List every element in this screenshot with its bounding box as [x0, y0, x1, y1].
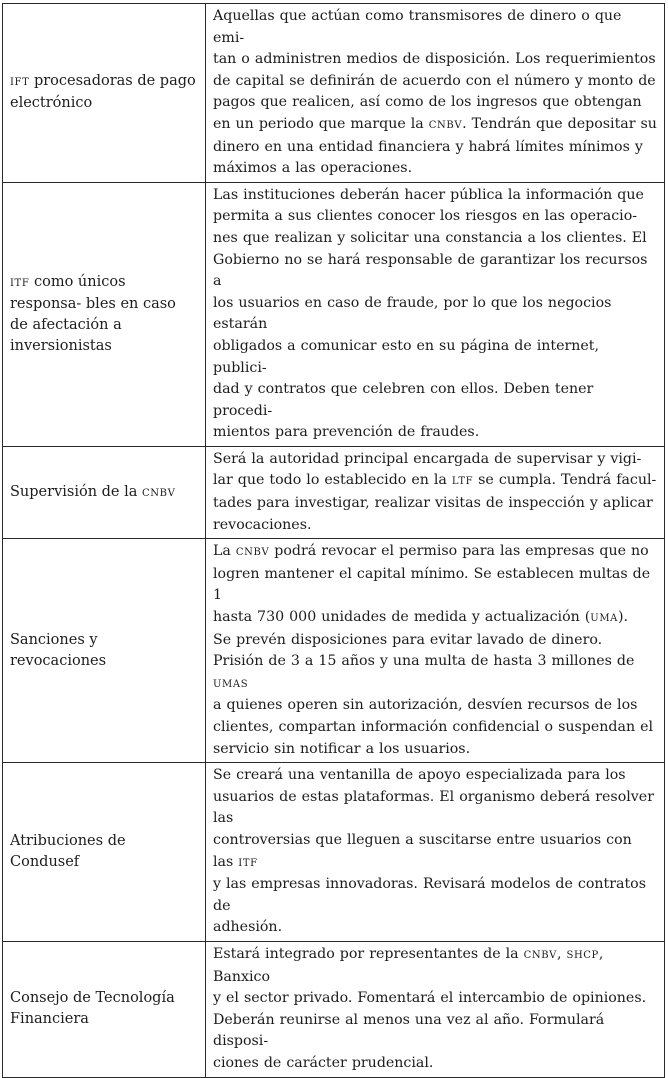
text-run: de capital se definirán de acuerdo con el número y monto de [213, 72, 656, 89]
regulation-table [2, 3, 665, 1078]
acronym: SHCP [566, 949, 599, 961]
text-run: , [557, 945, 567, 962]
text-run: los usuarios en caso de fraude, por lo que los negocios estarán [213, 294, 612, 333]
description-line [213, 830, 657, 874]
text-run: permita a sus clientes conocer los riesgos en las operacio- [213, 208, 638, 225]
description-line [213, 422, 657, 444]
text-run: en un periodo que marque la [213, 115, 429, 132]
description-line [213, 470, 657, 493]
text-run: Se prevén disposiciones para evitar lavado de dinero. [213, 631, 603, 648]
description-line [213, 449, 657, 471]
description-line [213, 6, 657, 49]
text-run: usuarios de estas plataformas. El organismo deberá resolver las [213, 788, 654, 827]
text-run: hasta 730 000 unidades de medida y actualización ( [213, 609, 591, 626]
description-line [213, 988, 657, 1010]
row-topic [3, 4, 206, 183]
table-row [3, 763, 665, 942]
text-run: , Banxico [213, 945, 604, 985]
description-line [213, 695, 657, 717]
row-description [206, 941, 665, 1077]
text-run: Se creará una ventanilla de apoyo especializada para los [213, 767, 626, 784]
table-row [3, 539, 665, 763]
description-line [213, 185, 657, 207]
text-run: dad y contratos que celebren con ellos. Deben tener procedi- [213, 381, 594, 419]
description-line [213, 541, 657, 564]
description-line [213, 1053, 657, 1075]
text-run: Supervisión de la [10, 483, 143, 500]
acronym: IFT [10, 77, 30, 89]
text-run: Gobierno no se hará responsable de garantizar los recursos a [213, 251, 648, 290]
description-line [213, 739, 657, 761]
acronym: ITF [238, 857, 258, 869]
table-row [3, 4, 665, 183]
text-run: a quienes operen sin autorización, desvíen recursos de los [213, 697, 638, 714]
description-line [213, 379, 657, 422]
text-run: lar que todo lo establecido en la [213, 472, 452, 489]
text-run: pagos que realicen, así como de los ingresos que obtengan [213, 94, 642, 111]
description-line [213, 336, 657, 379]
description-line [213, 293, 657, 336]
text-run: Atribuciones de Condusef [10, 833, 126, 871]
acronym: CNBV [142, 487, 176, 499]
table-row [3, 446, 665, 538]
text-run: dinero en una entidad financiera y habrá límites mínimos y [213, 138, 643, 155]
text-run: Aquellas que actúan como transmisores de dinero o que emi- [213, 8, 622, 46]
description-line [213, 717, 657, 739]
description-line [213, 515, 657, 537]
text-run: Prisión de 3 a 15 años y una multa de hasta 3 millones de [213, 653, 635, 670]
text-run: Estará integrado por representantes de la [213, 945, 524, 962]
text-run: y las empresas innovadoras. Revisará modelos de contratos de [213, 876, 646, 914]
acronym: CNBV [523, 949, 557, 961]
text-run: Será la autoridad principal encargada de supervisar y vigi- [213, 450, 642, 467]
row-topic [3, 446, 206, 538]
text-run: ). [618, 609, 629, 626]
text-run: y el sector privado. Fomentará el intercambio de opiniones. [213, 990, 647, 1007]
text-run: Deberán reunirse al menos una vez al año. Formulará disposi- [213, 1011, 605, 1050]
table-row [3, 182, 665, 446]
description-line [213, 493, 657, 515]
text-run: mientos para prevención de fraudes. [213, 424, 480, 441]
text-run: Las instituciones deberán hacer pública la información que [213, 186, 644, 203]
description-line [213, 158, 657, 180]
description-line [213, 564, 657, 607]
acronym: CNBV [428, 119, 463, 131]
description-line [213, 228, 657, 250]
description-line [213, 137, 657, 159]
row-topic [3, 763, 206, 942]
text-run: tades para investigar, realizar visitas de inspección y aplicar [213, 495, 653, 512]
text-run: máximos a las operaciones. [213, 160, 413, 177]
description-line [213, 71, 657, 93]
row-description [206, 763, 665, 942]
description-line [213, 917, 657, 939]
text-run: como únicos responsa- bles en caso de afectación a inversionistas [10, 273, 176, 354]
row-description [206, 539, 665, 763]
description-line [213, 114, 657, 137]
table-row [3, 941, 665, 1077]
text-run: revocaciones. [213, 516, 312, 533]
text-run: procesadoras de pago electrónico [10, 73, 196, 112]
text-run: clientes, compartan información confidencial o suspendan el [213, 719, 654, 735]
text-run: obligados a comunicar esto en su página de internet, publici- [213, 337, 600, 376]
description-line [213, 1010, 657, 1053]
description-line [213, 944, 657, 988]
text-run: . Tendrán que depositar su [462, 115, 657, 132]
acronym: UMA [590, 613, 618, 625]
acronym: LTF [451, 476, 474, 488]
description-line [213, 607, 657, 630]
description-line [213, 630, 657, 652]
text-run: tan o administren medios de disposición. Los requerimientos [213, 51, 656, 68]
row-description [206, 4, 665, 183]
acronym: ITF [10, 277, 30, 289]
description-line [213, 49, 657, 71]
row-topic [3, 941, 206, 1077]
text-run: adhesión. [213, 919, 283, 936]
acronym: CNBV [235, 547, 270, 559]
text-run: servicio sin notificar a los usuarios. [213, 740, 471, 757]
text-run: Consejo de Tecnología Financiera [10, 990, 175, 1028]
description-line [213, 787, 657, 830]
text-run: logren mantener el capital mínimo. Se establecen multas de 1 [213, 565, 651, 604]
row-topic [3, 539, 206, 763]
text-run: Sanciones y revocaciones [10, 631, 107, 669]
text-run: ciones de carácter prudencial. [213, 1054, 434, 1071]
description-line [213, 92, 657, 114]
row-description [206, 182, 665, 446]
text-run: se cumpla. Tendrá facul- [473, 472, 657, 489]
text-run: La [213, 543, 236, 560]
acronym: UMAS [213, 678, 249, 690]
text-run: nes que realizan y solicitar una constancia a los clientes. El [213, 229, 647, 246]
description-line [213, 874, 657, 917]
description-line [213, 765, 657, 787]
description-line [213, 250, 657, 293]
description-line [213, 206, 657, 228]
text-run: podrá revocar el permiso para las empresas que no [269, 543, 649, 560]
row-topic [3, 182, 206, 446]
text-run: controversias que lleguen a suscitarse entre usuarios con las [213, 831, 632, 870]
description-line [213, 651, 657, 695]
row-description [206, 446, 665, 538]
